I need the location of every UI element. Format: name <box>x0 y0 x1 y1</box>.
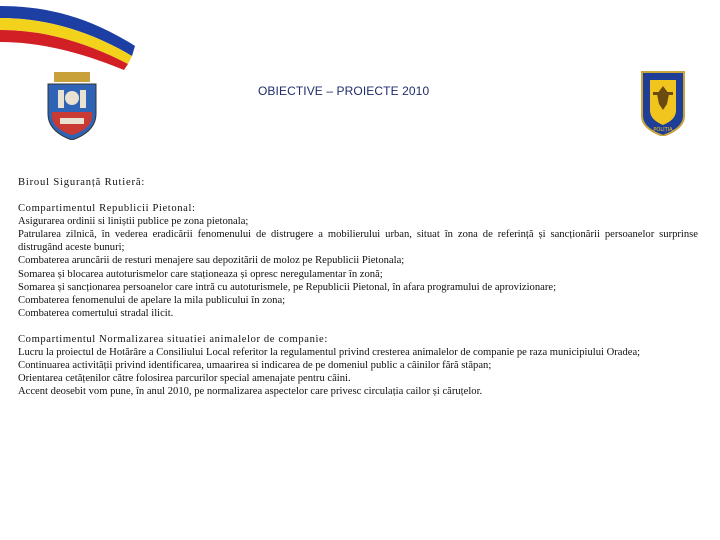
list-item: Lucru la proiectul de Hotărâre a Consiliului Local referitor la regulamentul privind cresterea animalelor de companie pe raza municipiului Oradea; <box>18 347 641 359</box>
police-badge-icon <box>640 70 686 136</box>
flag-ribbon <box>0 0 160 70</box>
block-animale <box>18 333 698 398</box>
page-title: OBIECTIVE – PROIECTE 2010 <box>258 84 430 98</box>
list-item: Orientarea cetățenilor către folosirea parcurilor special amenajate pentru câini. <box>18 373 351 385</box>
list-item: Asigurarea ordinii si liniștii publice pe zona pietonala; <box>18 216 249 228</box>
list-item: Accent deosebit vom pune, în anul 2010, pe normalizarea aspectelor care privesc circulația cailor și căruțelor. <box>18 386 483 398</box>
list-item: Combaterea aruncării de resturi menajere sau depozitării de moloz pe Republicii Pietonala; <box>18 255 405 267</box>
block-republicii <box>18 202 698 320</box>
list-item: Somarea și blocarea autoturismelor care staționeaza și opresc neregulamentar în zonă; <box>18 268 383 280</box>
section-title: Biroul Siguranță Rutieră: <box>18 177 146 188</box>
block-subtitle: Compartimentul Republicii Pietonal: <box>18 203 196 215</box>
list-item: Somarea și sancționarea persoanelor care intră cu autoturismele, pe Republicii Pietonal, în afara programului de aprovizionare; <box>18 281 557 293</box>
list-item: Combaterea fenomenului de apelare la mila publicului în zona; <box>18 294 286 306</box>
list-item: Continuarea activității privind identificarea, umaarirea si indicarea de pe domeniul public a câinilor fără stăpan; <box>18 360 492 372</box>
block-subtitle: Compartimentul Normalizarea situatiei animalelor de companie: <box>18 333 328 345</box>
svg-text:POLIȚIA: POLIȚIA <box>653 127 673 133</box>
list-item: Patrularea zilnică, în vederea eradicării fenomenului de distrugere a mobilierului urban, situat în zona de referință și sancționării persoanelor surprinse distrugând aceste bunuri; <box>18 229 698 254</box>
city-coat-of-arms-icon <box>44 72 100 140</box>
list-item: Combaterea comertului stradal ilicit. <box>18 307 174 319</box>
main-content <box>18 176 698 411</box>
